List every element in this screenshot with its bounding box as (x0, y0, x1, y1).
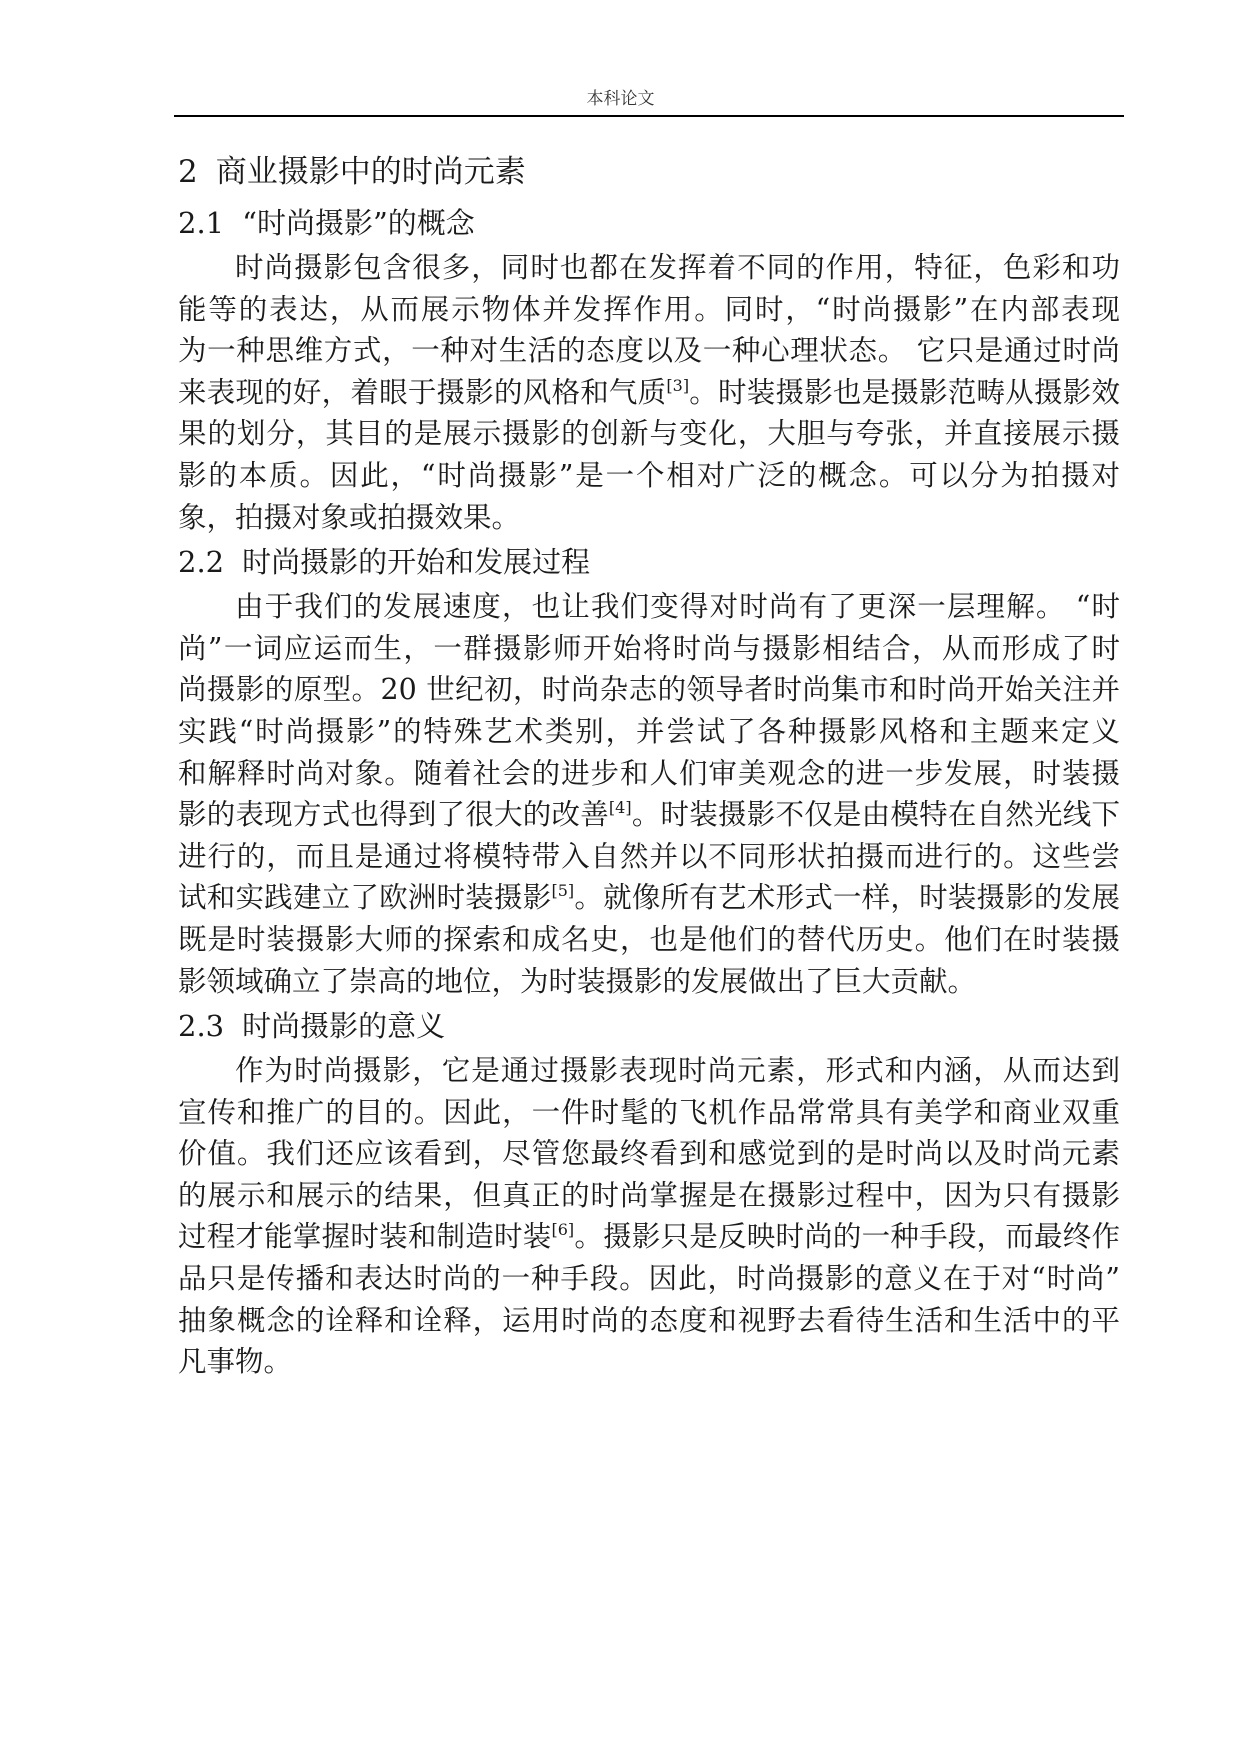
line-text: 影领域确立了崇高的地位，为时装摄影的发展做出了巨大贡献。 (178, 964, 977, 998)
line-text: 尚摄影的原型。20 世纪初，时尚杂志的领导者时尚集市和时尚开始关注并 (178, 673, 1120, 707)
line-text: 。就像所有艺术形式一样，时装摄影的发展 (574, 881, 1120, 915)
chapter-number: 2 (178, 154, 198, 190)
paragraph-line (178, 753, 1120, 795)
paragraph-line (178, 289, 1120, 331)
paragraph-line (178, 1341, 1120, 1383)
paragraph-line (178, 628, 1120, 670)
paragraph-line (178, 1216, 1120, 1258)
line-text: 能等的表达，从而展示物体并发挥作用。同时，“时尚摄影”在内部表现 (178, 292, 1120, 326)
citation-ref: [6] (551, 1220, 575, 1240)
section-heading (178, 538, 1120, 586)
paragraph-line (178, 669, 1120, 711)
section-title: “时尚摄影”的概念 (242, 206, 475, 240)
line-text: 进行的，而且是通过将模特带入自然并以不同形状拍摄而进行的。这些尝 (178, 839, 1120, 873)
paragraph-line (178, 413, 1120, 455)
page-header: 本科论文 (586, 89, 655, 109)
line-text: 尚”一词应运而生，一群摄影师开始将时尚与摄影相结合，从而形成了时 (178, 631, 1120, 665)
line-text: 和解释时尚对象。随着社会的进步和人们审美观念的进一步发展，时装摄 (178, 756, 1120, 790)
paragraph-line (178, 455, 1120, 497)
line-text: 试和实践建立了欧洲时装摄影 (178, 881, 552, 915)
section-number: 2.3 (178, 1009, 225, 1044)
paragraph-line (178, 794, 1120, 836)
line-text: 影的本质。因此，“时尚摄影”是一个相对广泛的概念。可以分为拍摄对 (178, 458, 1120, 492)
citation-ref: [5] (551, 881, 575, 901)
chapter-heading (178, 145, 1120, 199)
paragraph-line (178, 1258, 1120, 1300)
line-text: 的展示和展示的结果，但真正的时尚掌握是在摄影过程中，因为只有摄影 (178, 1178, 1120, 1212)
line-text: 作为时尚摄影，它是通过摄影表现时尚元素，形式和内涵，从而达到 (235, 1054, 1120, 1088)
line-text: 果的划分，其目的是展示摄影的创新与变化，大胆与夸张，并直接展示摄 (178, 417, 1120, 451)
line-text: 实践“时尚摄影”的特殊艺术类别，并尝试了各种摄影风格和主题来定义 (178, 714, 1120, 748)
paragraph-line (178, 1092, 1120, 1134)
document-body (178, 145, 1120, 1383)
line-text: 为一种思维方式，一种对生活的态度以及一种心理状态。 它只是通过时尚 (178, 334, 1120, 368)
section-title: 时尚摄影的意义 (242, 1009, 446, 1044)
line-text: 。摄影只是反映时尚的一种手段，而最终作 (574, 1220, 1120, 1254)
line-text: 凡事物。 (178, 1345, 293, 1379)
paragraph-line (178, 961, 1120, 1003)
paragraph-line (178, 711, 1120, 753)
section-number: 2.2 (178, 545, 225, 580)
section-number: 2.1 (178, 206, 225, 240)
paragraph-line (178, 1133, 1120, 1175)
paragraph-line (178, 1050, 1120, 1092)
line-text: 。时装摄影不仅是由模特在自然光线下 (631, 798, 1120, 832)
section-heading (178, 199, 1120, 247)
line-text: 时尚摄影包含很多，同时也都在发挥着不同的作用，特征，色彩和功 (235, 251, 1120, 284)
chapter-title: 商业摄影中的时尚元素 (215, 154, 526, 190)
line-text: 由于我们的发展速度，也让我们变得对时尚有了更深一层理解。 “时 (235, 590, 1120, 624)
line-text: 象，拍摄对象或拍摄效果。 (178, 500, 521, 534)
line-text: 过程才能掌握时装和制造时装 (178, 1220, 552, 1254)
paragraph-line (178, 372, 1120, 414)
line-text: 抽象概念的诠释和诠释，运用时尚的态度和视野去看待生活和生活中的平 (178, 1303, 1120, 1337)
line-text: 品只是传播和表达时尚的一种手段。因此，时尚摄影的意义在于对“时尚” (178, 1262, 1120, 1296)
line-text: 。时装摄影也是摄影范畴从摄影效 (689, 375, 1120, 409)
line-text: 来表现的好，着眼于摄影的风格和气质 (178, 375, 667, 409)
paragraph-line (178, 919, 1120, 961)
line-text: 价值。我们还应该看到，尽管您最终看到和感觉到的是时尚以及时尚元素 (178, 1137, 1120, 1171)
header-rule (174, 115, 1124, 117)
section-heading (178, 1002, 1120, 1050)
citation-ref: [3] (666, 375, 690, 395)
paragraph-line (178, 1300, 1120, 1342)
paragraph-line (178, 1175, 1120, 1217)
section-title: 时尚摄影的开始和发展过程 (242, 545, 591, 580)
line-text: 影的表现方式也得到了很大的改善 (178, 798, 609, 832)
paragraph-line (178, 497, 1120, 539)
paragraph-line (178, 877, 1120, 919)
paragraph-line (178, 586, 1120, 628)
line-text: 宣传和推广的目的。因此，一件时髦的飞机作品常常具有美学和商业双重 (178, 1095, 1120, 1129)
paragraph-line (178, 330, 1120, 372)
paragraph-line (178, 247, 1120, 289)
citation-ref: [4] (608, 798, 632, 818)
line-text: 既是时装摄影大师的探索和成名史，也是他们的替代历史。他们在时装摄 (178, 922, 1120, 956)
paragraph-line (178, 836, 1120, 878)
